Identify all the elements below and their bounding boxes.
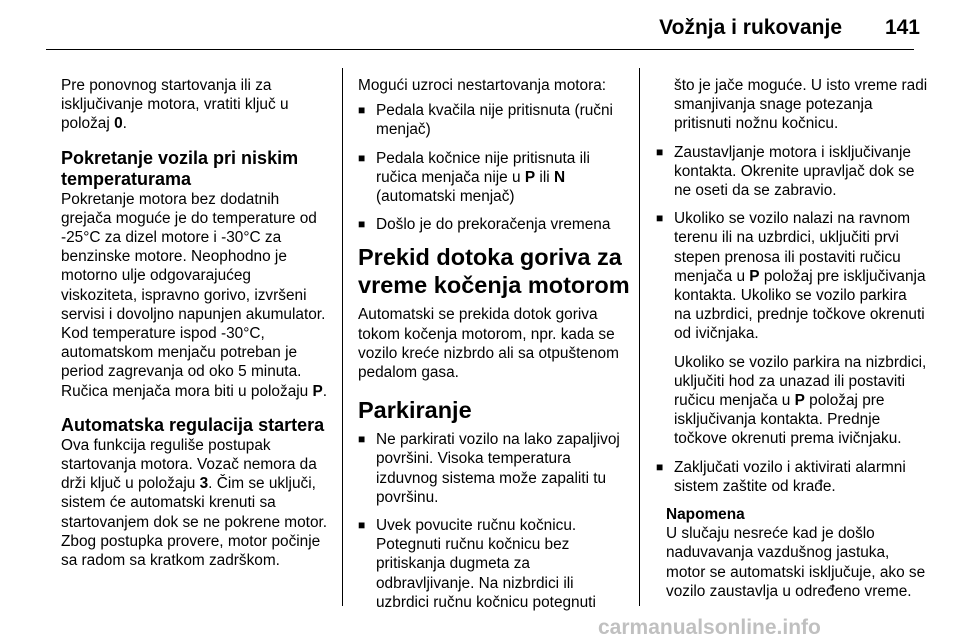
list-item: ■ Zaustavljanje motora i isključivanje kontakta. Okrenite upravljač dok se ne oseti da se zabravio. xyxy=(656,143,928,201)
watermark: carmanualsonline.info xyxy=(598,616,821,639)
list-item: ■ Došlo je do prekoračenja vremena xyxy=(358,215,630,234)
note-box xyxy=(656,505,928,601)
list-item: ■ Ukoliko se vozilo nalazi na ravnom terenu ili na uzbrdici, uključiti prvi stepen prenosa ili postaviti ručicu menjača u P položaj pre isključivanja kontakta. Ukoliko se vozilo parkira na uzbrdici, prednje točkove okrenuti od ivičnjaka. xyxy=(656,209,928,343)
cold-start-paragraph: Pokretanje motora bez dodatnih grejača moguće je do temperature od -25°C za dizel motore i -30°C za benzinske motore. Neophodno je motorno ulje odgovarajućeg viskoziteta, ispravno gorivo, izvršeni servisi i dovoljno napunjen akumulator. Kod temperature ispod -30°C, automatskom menjaču potreban je period zagrevanja od oko 5 minuta. Ručica menjača mora biti u položaju P. xyxy=(61,190,328,400)
section-title-starter-control: Automatska regulacija startera xyxy=(61,414,325,435)
continued-paragraph: što je jače moguće. U isto vreme radi smanjivanja snage potezanja pritisnuti nožnu kočnicu. xyxy=(674,77,928,133)
causes-list xyxy=(358,101,630,234)
page-number: 141 xyxy=(884,16,920,39)
list-item: ■ Ne parkirati vozilo na lako zapaljivoj površini. Visoka temperatura izduvnog sistema može zapaliti tu površinu. xyxy=(358,430,630,507)
chapter-title: Vožnja i rukovanje xyxy=(659,16,842,39)
list-item: ■ Pedala kvačila nije pritisnuta (ručni menjač) xyxy=(358,101,630,139)
section-title-fuel-cutoff: Prekid dotoka goriva za vreme kočenja motorom xyxy=(358,244,630,299)
column-1 xyxy=(61,76,331,584)
page-header xyxy=(0,0,960,48)
causes-lead: Mogući uzroci nestartovanja motora: xyxy=(358,77,607,94)
list-item: ■ Zaključati vozilo i aktivirati alarmni sistem zaštite od krađe. xyxy=(656,458,928,496)
list-item: ■ Pedala kočnice nije pritisnuta ili ručica menjača nije u P ili N (automatski menjač) xyxy=(358,149,630,207)
note-body: U slučaju nesreće kad je došlo naduvavanja vazdušnog jastuka, motor se automatski isključuje, ako se vozilo zaustavlja u određeno vreme. xyxy=(666,525,926,600)
header-divider xyxy=(46,49,914,50)
column-3 xyxy=(656,76,928,601)
column-2 xyxy=(358,76,630,621)
note-title: Napomena xyxy=(666,506,745,524)
section-title-parking: Parkiranje xyxy=(358,397,472,424)
column-divider-2 xyxy=(639,68,640,606)
list-item-subparagraph: Ukoliko se vozilo parkira na nizbrdici, uključiti hod za unazad ili postaviti ručicu menjača u P položaj pre isključivanja kontakta. Prednje točkove okrenuti prema ivičnjaku. xyxy=(674,353,927,448)
section-title-cold-start: Pokretanje vozila pri niskim temperaturama xyxy=(61,147,299,189)
parking-list xyxy=(358,430,630,612)
list-item: ■ Uvek povucite ručnu kočnicu. Potegnuti ručnu kočnicu bez pritiskanja dugmeta za odbravljivanje. Na nizbrdici ili uzbrdici ručnu kočnicu potegnuti xyxy=(358,516,630,612)
starter-control-paragraph: Ova funkcija reguliše postupak startovanja motora. Vozač nemora da drži ključ u položaju 3. Čim se uključi, sistem će automatski krenuti sa startovanjem dok se ne pokrene motor. Zbog postupka provere, motor počinje sa radom sa kratkom zadrškom. xyxy=(61,436,328,570)
parking-list-continued xyxy=(656,143,928,344)
intro-paragraph: Pre ponovnog startovanja ili za isključivanje motora, vratiti ključ u položaj 0. xyxy=(61,77,289,133)
fuel-cutoff-paragraph: Automatski se prekida dotok goriva tokom kočenja motorom, npr. kada se vozilo kreće nizbrdo ali sa otpuštenom pedalom gasa. xyxy=(358,306,619,382)
parking-list-end xyxy=(656,458,928,496)
column-divider-1 xyxy=(342,68,343,606)
